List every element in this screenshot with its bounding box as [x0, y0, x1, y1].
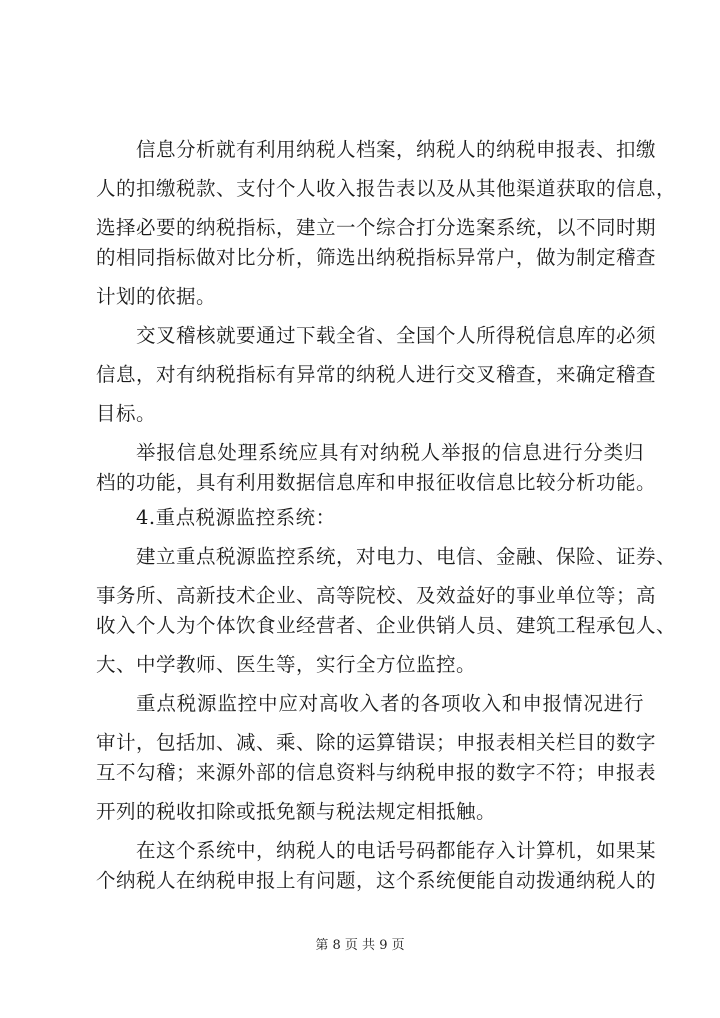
- paragraph-line: 信息分析就有利用纳税人档案，纳税人的纳税申报表、扣缴: [136, 138, 657, 161]
- paragraph-line: 目标。: [96, 402, 157, 425]
- paragraph-line: 建立重点税源监控系统，对电力、电信、金融、保险、证券、: [136, 545, 677, 568]
- page-footer: 第 8 页 共 9 页: [315, 938, 405, 953]
- paragraph-line: 大、中学教师、医生等，实行全方位监控。: [96, 653, 477, 676]
- paragraph-line: 的相同指标做对比分析，筛选出纳税指标异常户，做为制定稽查: [96, 246, 657, 269]
- paragraph-line: 收入个人为个体饮食业经营者、企业供销人员、建筑工程承包人、: [96, 614, 677, 637]
- paragraph-line: 档的功能，具有利用数据信息库和申报征收信息比较分析功能。: [96, 471, 657, 494]
- paragraph-line: 互不勾稽；来源外部的信息资料与纳税申报的数字不符；申报表: [96, 761, 657, 784]
- section-heading: 4.重点税源监控系统：: [136, 506, 336, 529]
- paragraph-line: 审计，包括加、减、乘、除的运算错误；申报表相关栏目的数字: [96, 731, 657, 754]
- paragraph-line: 信息，对有纳税指标有异常的纳税人进行交叉稽查，来确定稽查: [96, 363, 657, 386]
- paragraph-line: 个纳税人在纳税申报上有问题，这个系统便能自动拨通纳税人的: [96, 869, 657, 892]
- paragraph-line: 计划的依据。: [96, 285, 217, 308]
- paragraph-line: 人的扣缴税款、支付个人收入报告表以及从其他渠道获取的信息，: [96, 177, 677, 200]
- paragraph-line: 交叉稽核就要通过下载全省、全国个人所得税信息库的必须: [136, 324, 657, 347]
- paragraph-line: 举报信息处理系统应具有对纳税人举报的信息进行分类归: [136, 441, 644, 464]
- paragraph-line: 事务所、高新技术企业、高等院校、及效益好的事业单位等；高: [96, 584, 657, 607]
- paragraph-line: 选择必要的纳税指标，建立一个综合打分选案系统，以不同时期: [96, 216, 657, 239]
- paragraph-line: 在这个系统中，纳税人的电话号码都能存入计算机，如果某: [136, 839, 657, 862]
- paragraph-line: 开列的税收扣除或抵免额与税法规定相抵触。: [96, 800, 497, 823]
- paragraph-line: 重点税源监控中应对高收入者的各项收入和申报情况进行: [136, 692, 644, 715]
